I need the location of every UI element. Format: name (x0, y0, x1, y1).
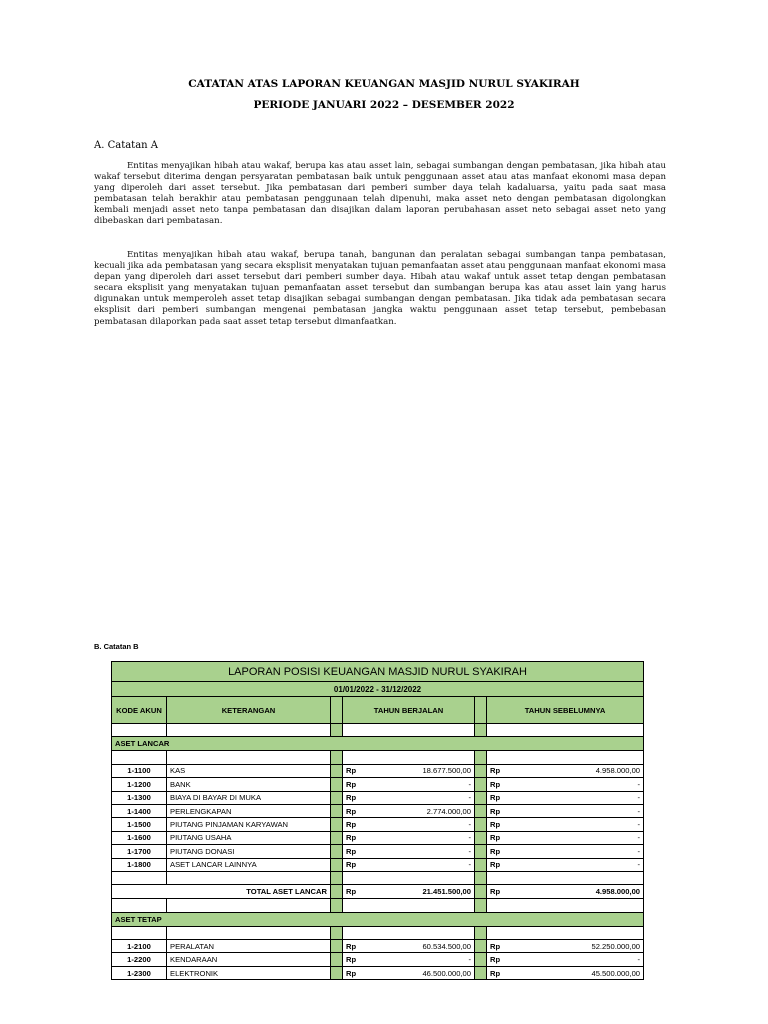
amount-tahun-sebelumnya: - (509, 778, 644, 791)
financial-position-table (111, 661, 644, 980)
account-description: PIUTANG PINJAMAN KARYAWAN (167, 818, 331, 831)
account-description: KAS (167, 764, 331, 777)
spacer-row (112, 871, 644, 884)
currency-label: Rp (487, 818, 509, 831)
currency-label: Rp (487, 845, 509, 858)
amount-tahun-sebelumnya: - (509, 858, 644, 871)
header-gap (475, 697, 487, 724)
currency-label: Rp (343, 804, 365, 817)
section-b-heading: B. Catatan B (94, 642, 139, 651)
amount-tahun-berjalan: - (365, 953, 475, 966)
gap-cell (331, 818, 343, 831)
gap-cell (475, 966, 487, 979)
table-row (112, 818, 644, 831)
account-description: PIUTANG DONASI (167, 845, 331, 858)
amount-tahun-berjalan: 60.534.500,00 (365, 940, 475, 953)
account-code: 1-1400 (112, 804, 167, 817)
account-description: KENDARAAN (167, 953, 331, 966)
currency-label: Rp (487, 885, 509, 899)
account-code: 1-2100 (112, 940, 167, 953)
table-row (112, 845, 644, 858)
section-a-heading: A. Catatan A (94, 140, 158, 151)
table-row (112, 858, 644, 871)
currency-label: Rp (487, 764, 509, 777)
account-description: PIUTANG USAHA (167, 831, 331, 844)
account-description: ELEKTRONIK (167, 966, 331, 979)
amount-tahun-sebelumnya: - (509, 791, 644, 804)
gap-cell (331, 940, 343, 953)
gap-cell (475, 764, 487, 777)
account-code: 1-2300 (112, 966, 167, 979)
table-row (112, 804, 644, 817)
currency-label: Rp (487, 791, 509, 804)
table-row (112, 966, 644, 979)
table-row (112, 791, 644, 804)
currency-label: Rp (343, 885, 365, 899)
amount-tahun-berjalan: - (365, 818, 475, 831)
currency-label: Rp (343, 778, 365, 791)
section-label-aset-lancar: ASET LANCAR (112, 737, 644, 751)
currency-label: Rp (487, 858, 509, 871)
table-row (112, 831, 644, 844)
gap-cell (331, 966, 343, 979)
spacer-row (112, 751, 644, 764)
amount-tahun-sebelumnya: - (509, 831, 644, 844)
report-title: LAPORAN POSISI KEUANGAN MASJID NURUL SYAKIRAH (112, 662, 644, 682)
amount-tahun-berjalan: - (365, 845, 475, 858)
header-kode-akun: KODE AKUN (112, 697, 167, 724)
currency-label: Rp (343, 966, 365, 979)
total-row-aset-lancar (112, 885, 644, 899)
gap-cell (331, 953, 343, 966)
gap-cell (331, 831, 343, 844)
account-code: 1-1500 (112, 818, 167, 831)
gap-cell (331, 778, 343, 791)
spacer-row (112, 926, 644, 939)
gap-cell (475, 791, 487, 804)
currency-label: Rp (487, 831, 509, 844)
header-keterangan: KETERANGAN (167, 697, 331, 724)
account-description: PERALATAN (167, 940, 331, 953)
total-sebelumnya: 4.958.000,00 (509, 885, 644, 899)
table-row (112, 953, 644, 966)
account-code: 1-2200 (112, 953, 167, 966)
currency-label: Rp (343, 845, 365, 858)
amount-tahun-berjalan: - (365, 791, 475, 804)
gap-cell (475, 818, 487, 831)
amount-tahun-berjalan: - (365, 778, 475, 791)
table-row (112, 940, 644, 953)
amount-tahun-sebelumnya: 4.958.000,00 (509, 764, 644, 777)
gap-cell (475, 845, 487, 858)
gap-cell (475, 831, 487, 844)
account-code: 1-1100 (112, 764, 167, 777)
spacer-row (112, 724, 644, 737)
gap-cell (475, 940, 487, 953)
section-row-aset-tetap (112, 912, 644, 926)
section-label-aset-tetap: ASET TETAP (112, 912, 644, 926)
amount-tahun-berjalan: 2.774.000,00 (365, 804, 475, 817)
gap-cell (475, 778, 487, 791)
currency-label: Rp (487, 966, 509, 979)
section-a-paragraph-1: Entitas menyajikan hibah atau wakaf, berupa kas atau asset lain, sebagai sumbangan dengan pembatasan, jika hibah atau wakaf tersebut diterima dengan persyaratan pembatasan baik untuk penggunaan asset atau atas manfaat ekonomi masa depan yang diperoleh dari asset tersebut. Jika pembatasan dari pemberi sumber daya telah kadaluarsa, yaitu pada saat masa pembatasan telah berakhir atau pembatasan penggunaan telah dipenuhi, maka asset neto dengan pembatasan digolongkan kembali menjadi asset neto tanpa pembatasan dan disajikan dalam laporan perubahasan asset neto sebagai asset neto yang dibebaskan dari pembatasan. (94, 161, 666, 227)
report-period: 01/01/2022 - 31/12/2022 (112, 682, 644, 697)
amount-tahun-sebelumnya: - (509, 804, 644, 817)
gap-cell (475, 858, 487, 871)
section-a-paragraph-2: Entitas menyajikan hibah atau wakaf, berupa tanah, bangunan dan peralatan sebagai sumbangan tanpa pembatasan, kecuali jika ada pembatasan yang secara eksplisit menyatakan tujuan pemanfaatan asset atau penggunaan manfaat ekonomi masa depan yang diperoleh dari asset tersebut dari pemberi sumber daya. Hibah atau wakaf untuk asset tetap dengan pembatasan secara eksplisit yang menyatakan tujuan pemanfaatan asset tersebut dan sumbangan berupa kas atau asset lain yang harus digunakan untuk memperoleh asset tetap disajikan sebagai sumbangan dengan pembatasan. Jika tidak ada pembatasan secara eksplisit dari pemberi sumbangan mengenai pembatasan jangka waktu penggunaan asset tetap tersebut, pembebasan pembatasan dilaporkan pada saat asset tetap tersebut dimanfaatkan. (94, 250, 666, 327)
total-berjalan: 21.451.500,00 (365, 885, 475, 899)
gap-cell (331, 845, 343, 858)
gap-cell (331, 764, 343, 777)
amount-tahun-berjalan: 18.677.500,00 (365, 764, 475, 777)
gap-cell (475, 804, 487, 817)
account-description: ASET LANCAR LAINNYA (167, 858, 331, 871)
currency-label: Rp (487, 953, 509, 966)
amount-tahun-berjalan: - (365, 831, 475, 844)
currency-label: Rp (343, 791, 365, 804)
currency-label: Rp (487, 778, 509, 791)
account-code: 1-1300 (112, 791, 167, 804)
account-description: PERLENGKAPAN (167, 804, 331, 817)
gap-cell (475, 953, 487, 966)
currency-label: Rp (487, 940, 509, 953)
amount-tahun-sebelumnya: 52.250.000,00 (509, 940, 644, 953)
amount-tahun-berjalan: 46.500.000,00 (365, 966, 475, 979)
header-tahun-berjalan: TAHUN BERJALAN (343, 697, 475, 724)
table-row (112, 764, 644, 777)
spacer-row (112, 899, 644, 912)
currency-label: Rp (343, 831, 365, 844)
account-code: 1-1700 (112, 845, 167, 858)
amount-tahun-sebelumnya: 45.500.000,00 (509, 966, 644, 979)
amount-tahun-sebelumnya: - (509, 845, 644, 858)
report-title-row (112, 662, 644, 682)
currency-label: Rp (343, 858, 365, 871)
account-description: BIAYA DI BAYAR DI MUKA (167, 791, 331, 804)
document-period: PERIODE JANUARI 2022 – DESEMBER 2022 (253, 99, 515, 111)
report-header-row (112, 697, 644, 724)
currency-label: Rp (487, 804, 509, 817)
amount-tahun-berjalan: - (365, 858, 475, 871)
total-label: TOTAL ASET LANCAR (112, 885, 331, 899)
currency-label: Rp (343, 940, 365, 953)
amount-tahun-sebelumnya: - (509, 818, 644, 831)
report-period-row (112, 682, 644, 697)
gap-cell (331, 804, 343, 817)
section-row-aset-lancar (112, 737, 644, 751)
currency-label: Rp (343, 953, 365, 966)
gap-cell (331, 791, 343, 804)
amount-tahun-sebelumnya: - (509, 953, 644, 966)
header-tahun-sebelumnya: TAHUN SEBELUMNYA (487, 697, 644, 724)
account-code: 1-1600 (112, 831, 167, 844)
gap-cell (331, 858, 343, 871)
document-title: CATATAN ATAS LAPORAN KEUANGAN MASJID NURUL SYAKIRAH (188, 78, 580, 90)
currency-label: Rp (343, 764, 365, 777)
currency-label: Rp (343, 818, 365, 831)
account-code: 1-1800 (112, 858, 167, 871)
account-code: 1-1200 (112, 778, 167, 791)
header-gap (331, 697, 343, 724)
account-description: BANK (167, 778, 331, 791)
table-row (112, 778, 644, 791)
